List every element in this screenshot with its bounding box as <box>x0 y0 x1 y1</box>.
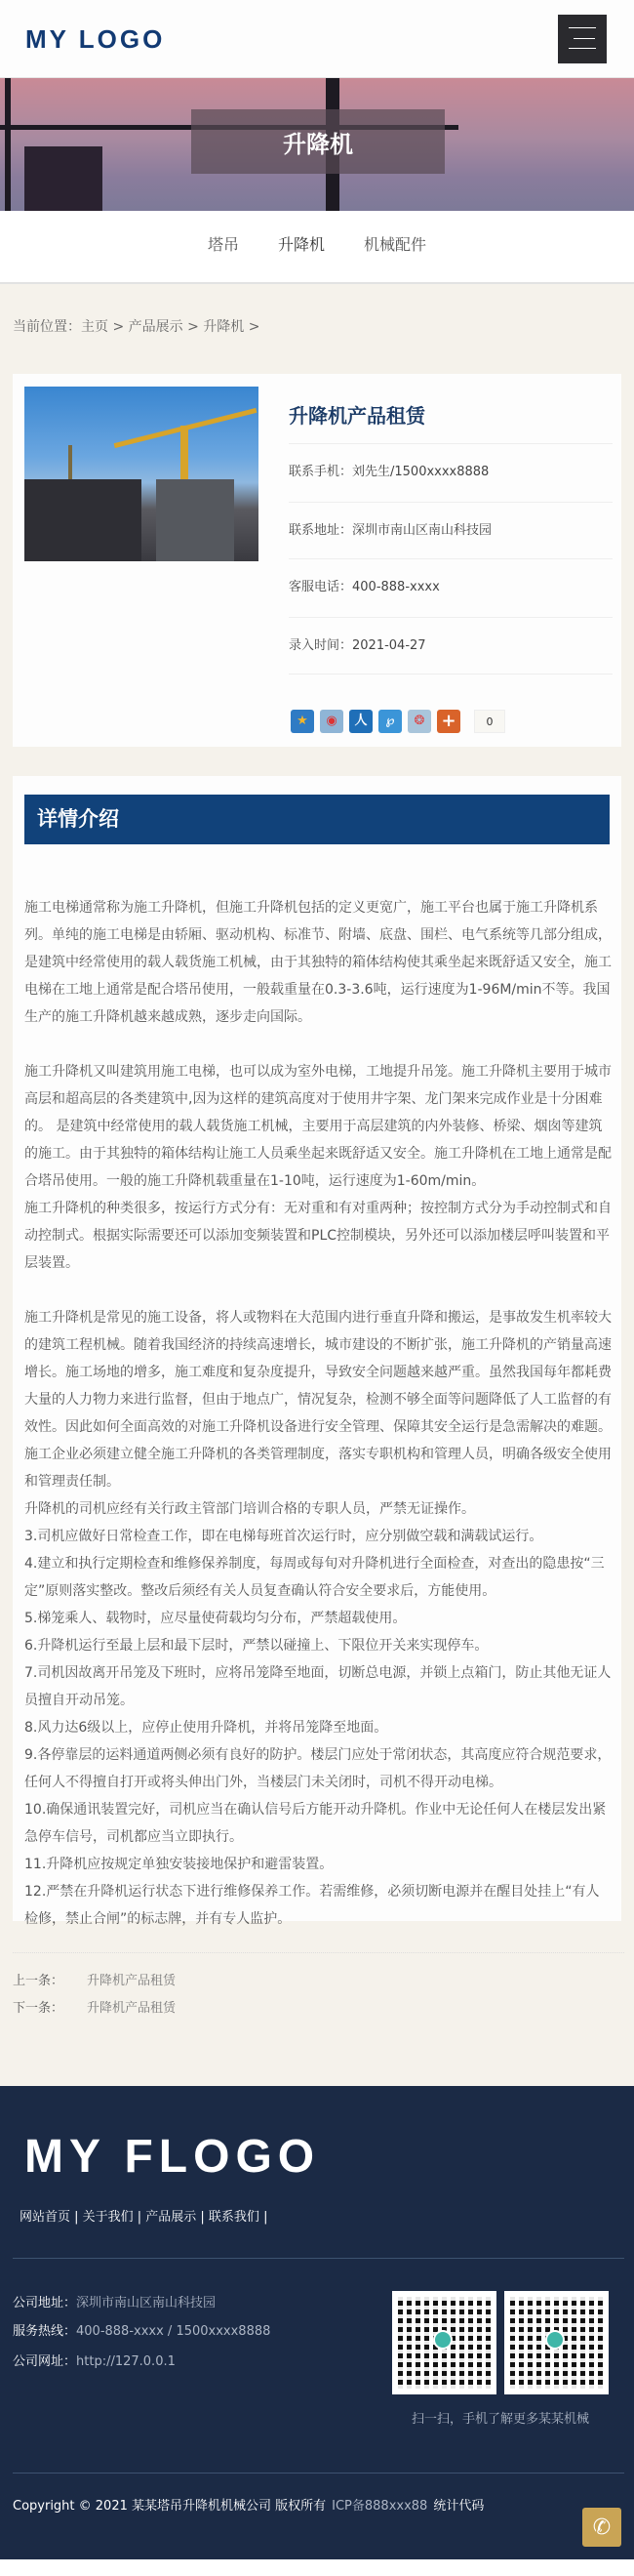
detail-paragraph <box>24 1277 613 1304</box>
address-label: 公司地址： <box>13 2296 77 2310</box>
detail-paragraph: 6.升降机运行至最上层和最下层时，严禁以碰撞上、下限位开关来实现停车。 <box>24 1638 489 1654</box>
detail-paragraph: 9.各停靠层的运料通道两侧必须有良好的防护。楼层门应处于常闭状态，其高度应符合规范要求，任何人不得擅自打开或将头伸出门外，当楼层门未关闭时，司机不得开动电梯。 <box>24 1747 612 1790</box>
address-value: 深圳市南山区南山科技园 <box>76 2296 217 2310</box>
footer-url <box>13 2353 176 2371</box>
divider <box>13 2473 624 2474</box>
detail-paragraph: 施工升降机又叫建筑用施工电梯，也可以成为室外电梯，工地提升吊笼。施工升降机主要用于城市高层和超高层的各类建筑中,因为这样的建筑高度对于使用井字架、龙门架来完成作业是十分困难的。 是建筑中经常使用的载人载货施工机械，主要用于高层建筑的内外装修、桥梁、烟囱等建筑的施工。由于其独特的箱体结构让施工人员乘坐起来既舒适又安全。施工升降机在工地上通常是配合塔吊使用。一般的施工升降机载重量在1-10吨，运行速度为1-60m/min。 <box>24 1064 612 1189</box>
qr-code <box>504 2291 609 2394</box>
site-logo[interactable]: MY LOGO <box>25 24 166 54</box>
contact-address: 联系地址：深圳市南山区南山科技园 <box>289 502 613 560</box>
prev-item <box>13 1973 176 1990</box>
qr-code <box>392 2291 496 2394</box>
detail-body <box>24 894 613 1933</box>
hotline-label: 服务热线： <box>13 2324 77 2339</box>
detail-paragraph: 11.升降机应按规定单独安装接地保护和避雷装置。 <box>24 1857 334 1872</box>
menu-button[interactable] <box>558 15 607 63</box>
detail-paragraph: 3.司机应做好日常检查工作，即在电梯每班首次运行时，应分别做空载和满载试运行。 <box>24 1529 543 1544</box>
hamburger-icon <box>569 27 596 28</box>
detail-paragraph: 8.风力达6级以上，应停止使用升降机，并将吊笼降至地面。 <box>24 1720 388 1736</box>
site-header <box>0 0 634 78</box>
stats-link[interactable]: 统计代码 <box>433 2499 485 2514</box>
qzone-icon[interactable]: ★ <box>291 710 314 733</box>
renren-icon[interactable]: 人 <box>349 710 373 733</box>
site-footer <box>0 2086 634 2559</box>
entry-date: 录入时间：2021-04-27 <box>289 617 613 675</box>
detail-card <box>13 776 621 1927</box>
next-item <box>13 2000 176 2018</box>
prev-link[interactable]: 升降机产品租赁 <box>87 1974 177 1988</box>
product-title: 升降机产品租赁 <box>289 404 425 428</box>
service-phone: 客服电话：400-888-xxxx <box>289 558 613 617</box>
footer-hotline <box>13 2323 270 2341</box>
tab-parts[interactable]: 机械配件 <box>364 235 427 254</box>
detail-paragraph: 12.严禁在升降机运行状态下进行维修保养工作。若需维修，必须切断电源并在醒目处挂上“有人检修，禁止合闸”的标志牌，并有专人监护。 <box>24 1884 600 1927</box>
category-tabs <box>0 211 634 284</box>
crane-tower <box>5 78 11 211</box>
detail-paragraph: 施工升降机是常见的施工设备，将人或物料在大范围内进行垂直升降和搬运，是事故发生机率较大的建筑工程机械。随着我国经济的持续高速增长，城市建设的不断扩张，施工升降机的产销量高速增长。施工场地的增多，施工难度和复杂度提升，导致安全问题越来越严重。虽然我国每年都耗费大量的人力物力来进行监督，但由于地点广，情况复杂，检测不够全面等问题降低了人工监督的有效性。因此如何全面高效的对施工升降机设备进行安全管理、保障其安全运行是急需解决的难题。 <box>24 1310 612 1435</box>
copyright-text: Copyright © 2021 某某塔吊升降机机械公司 版权所有 <box>13 2499 327 2514</box>
detail-paragraph: 施工企业必须建立健全施工升降机的各类管理制度，落实专职机构和管理人员，明确各级安全使用和管理责任制。 <box>24 1447 612 1490</box>
share-bar <box>291 710 505 733</box>
divider <box>13 1952 624 1953</box>
detail-heading: 详情介绍 <box>24 795 610 844</box>
pengyou-icon[interactable]: ℘ <box>378 710 402 733</box>
detail-paragraph <box>24 1031 613 1058</box>
prev-label: 上一条： <box>13 1974 64 1988</box>
next-label: 下一条： <box>13 2001 64 2016</box>
building <box>24 146 102 211</box>
hotline-value: 400-888-xxxx / 1500xxxx8888 <box>76 2324 271 2339</box>
footer-address <box>13 2295 216 2312</box>
icp-link[interactable]: ICP备888xxx88 <box>332 2499 428 2514</box>
home-icon <box>433 2330 453 2350</box>
weibo-icon[interactable]: ◉ <box>320 710 343 733</box>
breadcrumb[interactable]: 当前位置：主页 > 产品展示 > 升降机 > <box>13 319 260 335</box>
divider <box>289 674 613 675</box>
home-icon <box>545 2330 565 2350</box>
url-label: 公司网址： <box>13 2354 77 2369</box>
next-link[interactable]: 升降机产品租赁 <box>87 2001 177 2016</box>
detail-paragraph: 施工升降机的种类很多，按运行方式分有：无对重和有对重两种；按控制方式分为手动控制式和自动控制式。根据实际需要还可以添加变频装置和PLC控制模块，另外还可以添加楼层呼叫装置和平层装置。 <box>24 1201 612 1271</box>
hamburger-line <box>574 38 595 39</box>
product-card <box>13 374 621 747</box>
footer-logo: MY FLOGO <box>24 2131 321 2183</box>
detail-paragraph: 升降机的司机应经有关行政主管部门培训合格的专职人员，严禁无证操作。 <box>24 1501 475 1517</box>
hamburger-line <box>569 48 596 49</box>
phone-call-button[interactable] <box>582 2508 621 2547</box>
copyright <box>13 2498 484 2515</box>
tab-tower-crane[interactable]: 塔吊 <box>208 235 240 254</box>
detail-paragraph: 4.建立和执行定期检查和维修保养制度，每周或每旬对升降机进行全面检查，对查出的隐患按“三定”原则落实整改。整改后须经有关人员复查确认符合安全要求后，方能使用。 <box>24 1556 605 1599</box>
product-image <box>24 387 258 561</box>
detail-paragraph: 5.梯笼乘人、载物时，应尽量使荷载均匀分布，严禁超载使用。 <box>24 1611 407 1626</box>
footer-links[interactable]: 网站首页 | 关于我们 | 产品展示 | 联系我们 | <box>20 2210 268 2225</box>
banner-title: 升降机 <box>191 109 445 174</box>
tqq-icon[interactable]: ❂ <box>408 710 431 733</box>
more-icon[interactable]: + <box>437 710 460 733</box>
url-value[interactable]: http://127.0.0.1 <box>76 2354 176 2369</box>
phone-icon: ✆ <box>592 2515 612 2540</box>
qr-caption: 扫一扫，手机了解更多某某机械 <box>412 2412 590 2427</box>
contact-mobile: 联系手机：刘先生/1500xxxx8888 <box>289 443 613 502</box>
detail-paragraph: 施工电梯通常称为施工升降机，但施工升降机包括的定义更宽广，施工平台也属于施工升降机系列。单纯的施工电梯是由轿厢、驱动机构、标准节、附墙、底盘、围栏、电气系统等几部分组成，是建筑中经常使用的载人载货施工机械，由于其独特的箱体结构使其乘坐起来既舒适又安全，施工电梯在工地上通常是配合塔吊使用，一般载重量在0.3-3.6吨，运行速度为1-96M/min不等。我国生产的施工升降机越来越成熟，逐步走向国际。 <box>24 900 612 1025</box>
page-banner <box>0 78 634 211</box>
share-count: 0 <box>474 710 505 733</box>
divider <box>13 2258 624 2259</box>
detail-paragraph: 10.确保通讯装置完好，司机应当在确认信号后方能开动升降机。作业中无论任何人在楼层发出紧急停车信号，司机都应当立即执行。 <box>24 1802 607 1845</box>
detail-paragraph: 7.司机因故离开吊笼及下班时，应将吊笼降至地面，切断总电源，并锁上点箱门，防止其他无证人员擅自开动吊笼。 <box>24 1665 612 1708</box>
tab-elevator[interactable]: 升降机 <box>278 235 326 254</box>
